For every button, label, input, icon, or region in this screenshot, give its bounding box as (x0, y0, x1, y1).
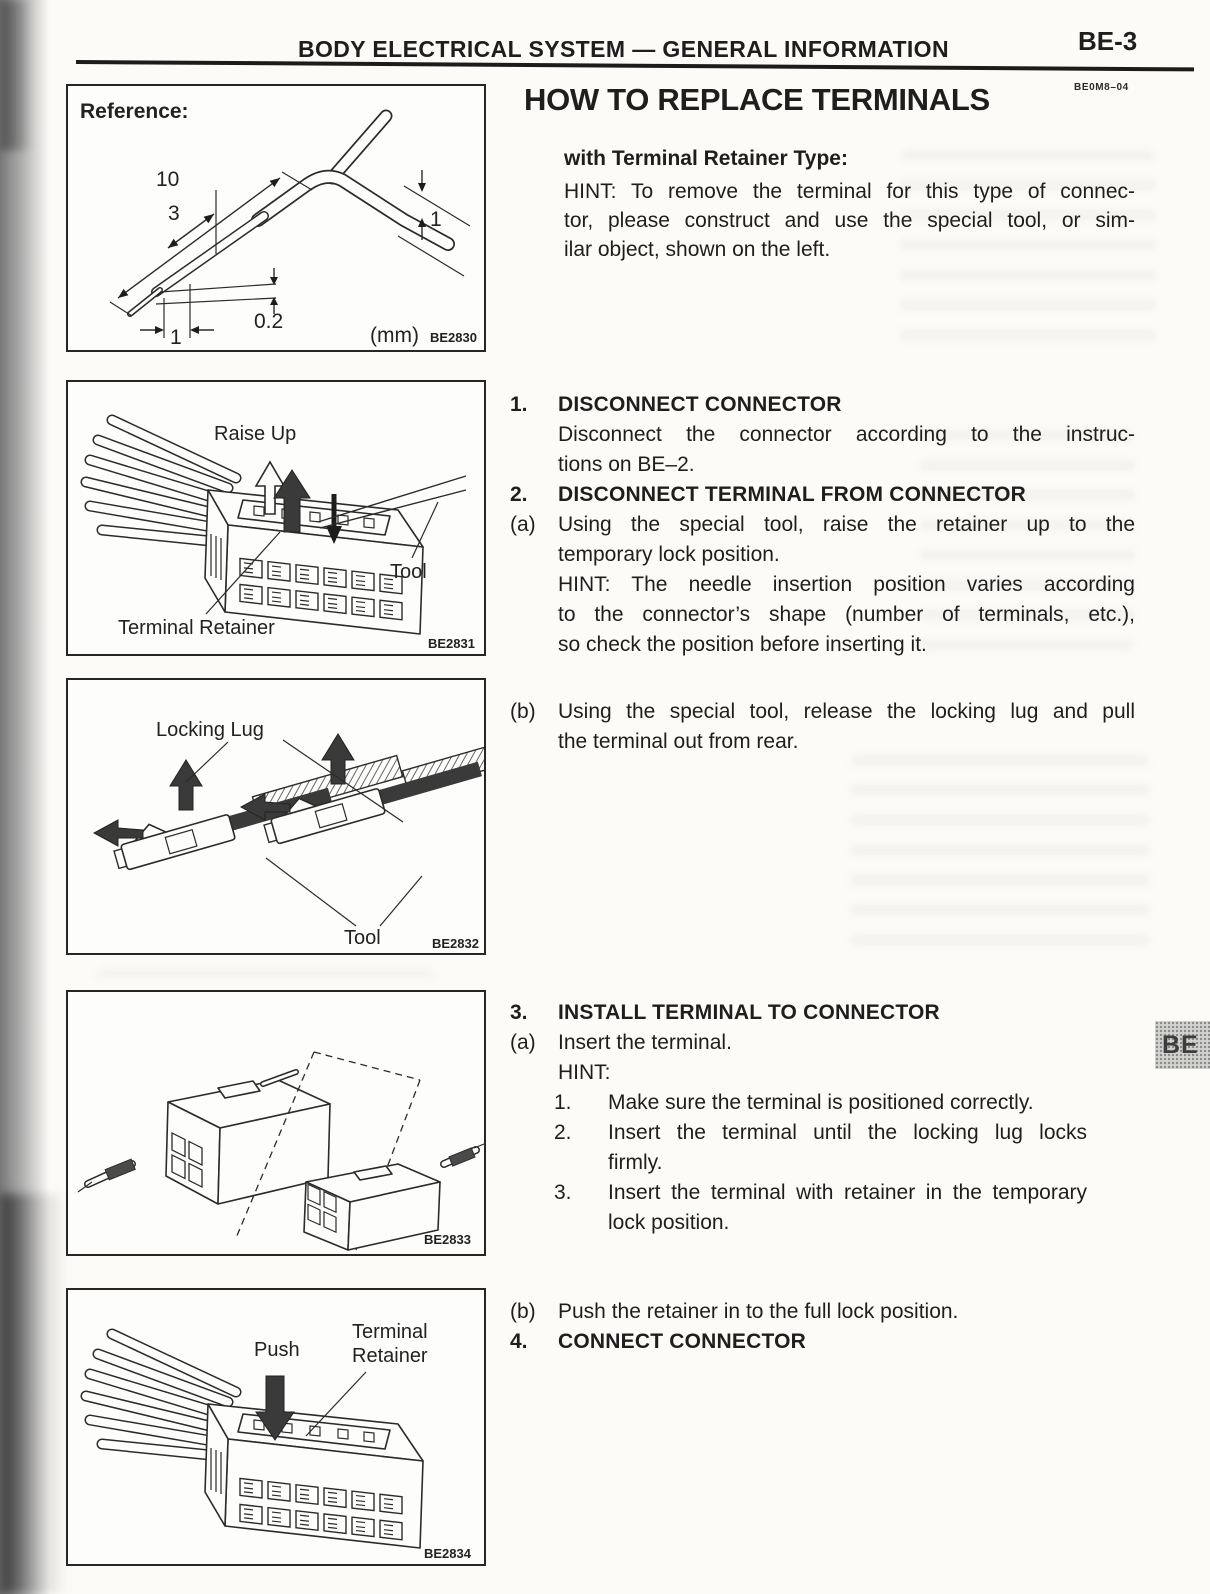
dimension-10 (110, 168, 312, 316)
step-text-line: Using the special tool, raise the retainer up to the (558, 513, 1135, 536)
connector-push-illustration (68, 1290, 484, 1564)
svg-text:1: 1 (430, 208, 442, 231)
figure-code: BE2834 (424, 1546, 471, 1561)
intro-hint-line: ilar object, shown on the left. (564, 238, 831, 261)
figure-unit-label: (mm) (370, 324, 419, 347)
terminal-retainer-label-line2: Retainer (352, 1345, 428, 1367)
insert-terminal-illustration (68, 992, 484, 1254)
scan-edge-shadow-bottom (0, 1194, 66, 1594)
connector-raise-illustration (68, 382, 484, 654)
step-heading (510, 390, 1135, 420)
figure-code: BE2832 (432, 936, 479, 951)
hint-line: to the connector’s shape (number of terminals, etc.), (558, 603, 1135, 626)
section-tab-label: BE (1162, 1030, 1199, 1059)
substep-label: (b) (510, 1300, 536, 1323)
step-title: DISCONNECT CONNECTOR (558, 393, 842, 416)
step-text-line: the terminal out from rear. (558, 730, 799, 753)
section-tab-be (1155, 1021, 1210, 1069)
svg-text:1: 1 (170, 326, 182, 349)
hint-item-line: Insert the terminal until the locking lug locks (608, 1121, 1087, 1144)
article-title: HOW TO REPLACE TERMINALS (524, 82, 990, 117)
document-code: BE0M8–04 (1074, 82, 1129, 93)
figure-reference-tool (66, 84, 486, 352)
svg-text:10: 10 (156, 168, 180, 191)
figure-raise-retainer (66, 380, 486, 656)
steps-block-2b (510, 697, 1135, 757)
step-text-line: Insert the terminal. (558, 1031, 732, 1054)
bleed-through-artifact (850, 755, 1150, 950)
step-title: DISCONNECT TERMINAL FROM CONNECTOR (558, 483, 1027, 506)
hint-line: HINT: The needle insertion position varies according (558, 573, 1135, 596)
page-number: BE-3 (1078, 26, 1138, 56)
steps-block-1 (510, 390, 1135, 660)
intro-block (564, 144, 1135, 264)
substep-label: (b) (510, 700, 536, 723)
terminal-retainer-label-line1: Terminal (352, 1321, 428, 1343)
push-label: Push (254, 1339, 300, 1361)
step-heading (510, 480, 1135, 510)
tool-leader-line (412, 502, 438, 558)
tool-label: Tool (390, 561, 427, 583)
step-text-line: temporary lock position. (558, 543, 780, 566)
dimension-3 (168, 190, 216, 254)
intro-hint-line: HINT: To remove the terminal for this type of connec- (564, 180, 1135, 203)
figure-code: BE2833 (424, 1232, 471, 1247)
figure-code: BE2830 (430, 330, 477, 345)
step-title: INSTALL TERMINAL TO CONNECTOR (558, 1001, 940, 1024)
svg-text:0.2: 0.2 (254, 310, 284, 333)
figure-push-retainer (66, 1288, 486, 1566)
step-number: 2. (510, 483, 528, 506)
substep-label: (a) (510, 1031, 536, 1054)
locking-lug-leader (186, 742, 228, 782)
hint-item-line: firmly. (608, 1151, 663, 1174)
step-text-line: Push the retainer in to the full lock position. (558, 1300, 959, 1323)
hint-line: so check the position before inserting it. (558, 633, 927, 656)
hint-item-line: lock position. (608, 1211, 730, 1234)
tool-label: Tool (344, 927, 381, 949)
figure-insert-terminal (66, 990, 486, 1256)
step-text-line: Disconnect the connector according to the instruc- (558, 423, 1135, 446)
steps-block-4 (510, 1297, 1135, 1357)
hint-item-number: 2. (554, 1121, 572, 1144)
step-heading (510, 1327, 1135, 1357)
intro-hint-line: tor, please construct and use the special tool, or sim- (564, 209, 1135, 232)
step-number: 1. (510, 393, 528, 416)
lift-arrow-left (170, 760, 202, 810)
step-text-line: Using the special tool, release the locking lug and pull (558, 700, 1135, 723)
terminal-retainer-label: Terminal Retainer (118, 617, 275, 639)
svg-text:3: 3 (168, 202, 180, 225)
tool-leader (266, 858, 356, 926)
figure-locking-lug (66, 678, 486, 955)
loose-terminal-left (78, 1159, 135, 1192)
connector-body (205, 1404, 423, 1548)
loose-terminal-right (444, 1144, 484, 1166)
step-number: 4. (510, 1330, 528, 1353)
page-header-title: BODY ELECTRICAL SYSTEM — GENERAL INFORMATION (298, 36, 949, 62)
figure-reference-label: Reference: (80, 100, 189, 123)
hint-item-line: Insert the terminal with retainer in the temporary (608, 1181, 1087, 1204)
hint-item-line: Make sure the terminal is positioned correctly. (608, 1091, 1034, 1114)
article-subtitle: with Terminal Retainer Type: (564, 147, 848, 170)
locking-lug-illustration (68, 680, 484, 953)
step-heading (510, 998, 1135, 1028)
scan-edge-shadow-top (0, 0, 40, 150)
reference-tool-illustration (68, 86, 484, 350)
raise-up-label: Raise Up (214, 423, 297, 445)
tool-leader (380, 876, 422, 926)
step-text-line: tions on BE–2. (558, 453, 695, 476)
step-title: CONNECT CONNECTOR (558, 1330, 807, 1353)
step-number: 3. (510, 1001, 528, 1024)
locking-lug-label: Locking Lug (156, 719, 264, 741)
steps-block-3 (510, 998, 1135, 1238)
substep-label: (a) (510, 513, 536, 536)
figure-code: BE2831 (428, 636, 475, 651)
hint-item-number: 3. (554, 1181, 572, 1204)
hint-label: HINT: (558, 1061, 611, 1084)
hint-item-number: 1. (554, 1091, 572, 1114)
